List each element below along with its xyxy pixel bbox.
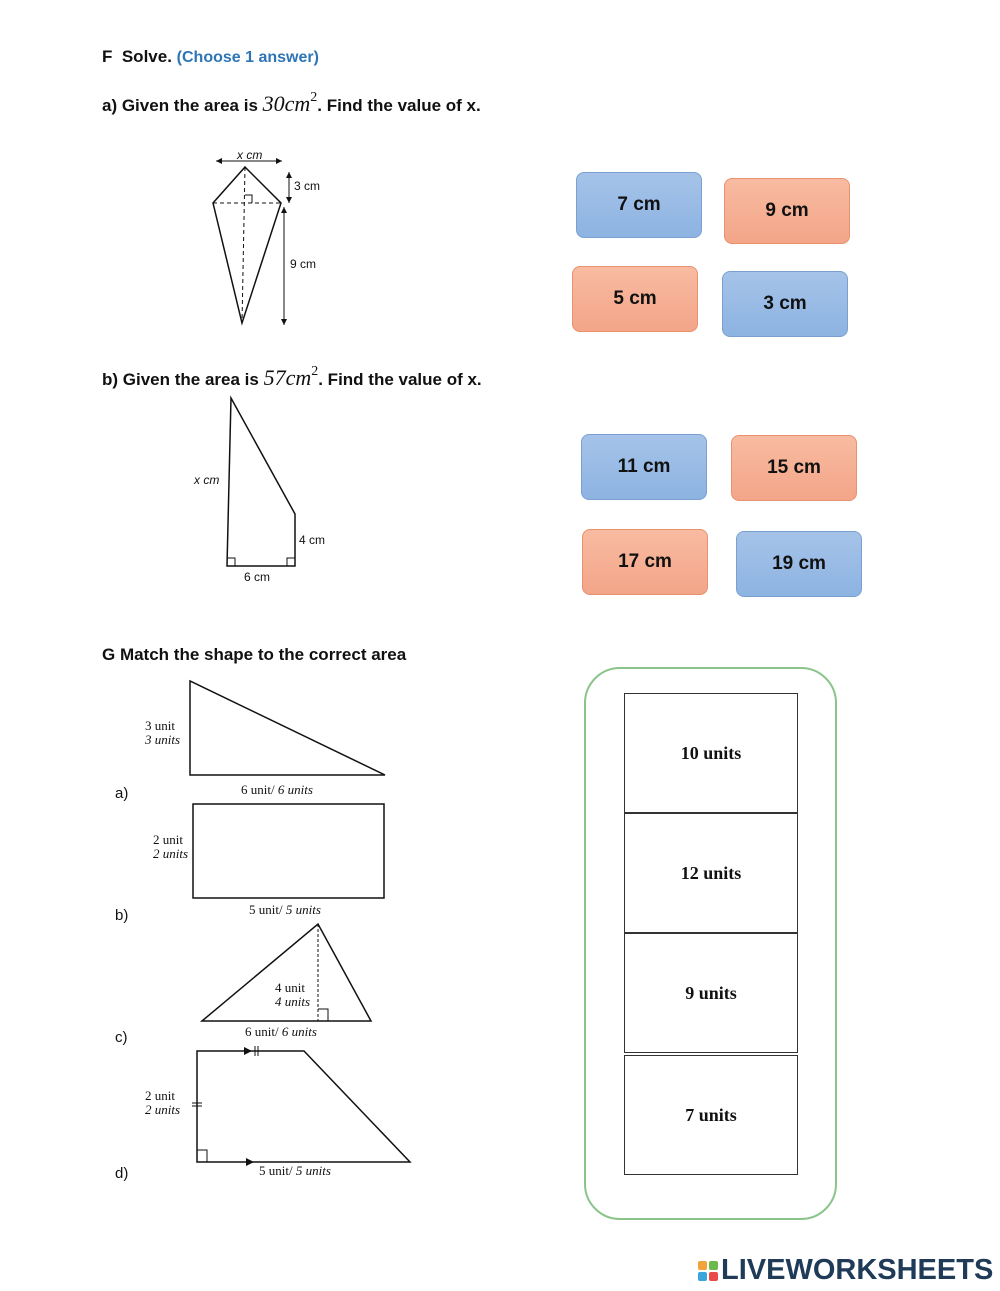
liveworksheets-logo [698,1254,993,1287]
kite-short-label: 3 cm [294,179,321,193]
option-b-1[interactable]: 11 cm [581,434,707,500]
shape-a-triangle[interactable] [185,678,390,780]
shape-b-side [153,833,188,861]
shape-a-side [145,719,180,747]
shape-d-side [145,1089,180,1117]
logo-blocks-icon [698,1261,718,1281]
answer-cell-4[interactable]: 7 units [624,1055,798,1175]
answer-cell-3[interactable]: 9 units [624,933,798,1053]
shape-b-base [249,902,321,918]
question-b-prompt [102,364,482,391]
shape-b-side-label: 2 unit [153,832,183,847]
question-b-area-exp: 2 [311,364,319,379]
logo-text: LIVEWORKSHEETS [721,1254,994,1286]
shape-b-letter: b) [115,907,129,924]
shape-c-side-label: 4 unit [275,980,305,995]
question-a-area-exp: 2 [310,90,318,105]
kite-figure [200,145,340,330]
shape-a-side-label: 3 unit [145,718,175,733]
question-a-prefix: a) Given the area is [102,96,258,115]
question-b-suffix: . Find the value of x. [318,370,482,389]
shape-b-rectangle[interactable] [190,801,388,901]
shape-d-side-label: 2 unit [145,1088,175,1103]
answer-cell-2[interactable]: 12 units [624,813,798,933]
question-b-prefix: b) Given the area is [102,370,259,389]
shape-c-base-label: 6 unit/ [245,1024,279,1039]
section-f-hint: (Choose 1 answer) [176,49,319,66]
shape-c-letter: c) [115,1029,128,1046]
shape-d-side-label-it: 2 units [145,1102,181,1117]
option-a-1[interactable]: 7 cm [576,172,702,238]
shape-b-side-label-it: 2 units [153,846,189,861]
shape-d-base-label: 5 unit/ [259,1163,293,1178]
shape-a-side-label-it: 3 units [145,732,181,747]
option-a-4[interactable]: 3 cm [722,271,848,337]
shape-d-base [259,1163,331,1179]
kite-top-label: x cm [237,148,263,162]
shape-d-letter: d) [115,1165,129,1182]
kite-long-label: 9 cm [290,257,317,271]
answer-cell-1[interactable]: 10 units [624,693,798,813]
question-a-area: 30cm [262,91,311,116]
shape-c-base [245,1024,317,1040]
shape-a-base-label: 6 unit/ [241,782,275,797]
shape-b-base-label: 5 unit/ [249,902,283,917]
shape-c-base-label-it: 6 units [281,1024,317,1039]
option-a-2[interactable]: 9 cm [724,178,850,244]
trap-left-label: x cm [194,473,220,487]
trap-bottom-label: 6 cm [244,570,271,584]
option-b-3[interactable]: 17 cm [582,529,708,595]
question-a-prompt [102,90,481,117]
shape-c-triangle[interactable] [198,920,376,1026]
question-a-suffix: . Find the value of x. [317,96,481,115]
shape-a-base [241,782,313,798]
option-a-3[interactable]: 5 cm [572,266,698,332]
shape-d-trapezoid[interactable] [192,1045,416,1167]
option-b-2[interactable]: 15 cm [731,435,857,501]
shape-a-base-label-it: 6 units [277,782,313,797]
section-f-letter: F [102,47,113,66]
section-f-title: Solve. [121,47,172,66]
shape-d-base-label-it: 5 units [295,1163,331,1178]
section-f-heading [102,47,319,67]
shape-c-side [275,981,310,1009]
trap-right-label: 4 cm [299,533,326,547]
option-b-4[interactable]: 19 cm [736,531,862,597]
shape-a-letter: a) [115,785,129,802]
shape-c-side-label-it: 4 units [275,994,311,1009]
section-g-heading: G Match the shape to the correct area [102,645,407,664]
shape-b-base-label-it: 5 units [285,902,321,917]
question-b-area: 57cm [263,365,312,390]
